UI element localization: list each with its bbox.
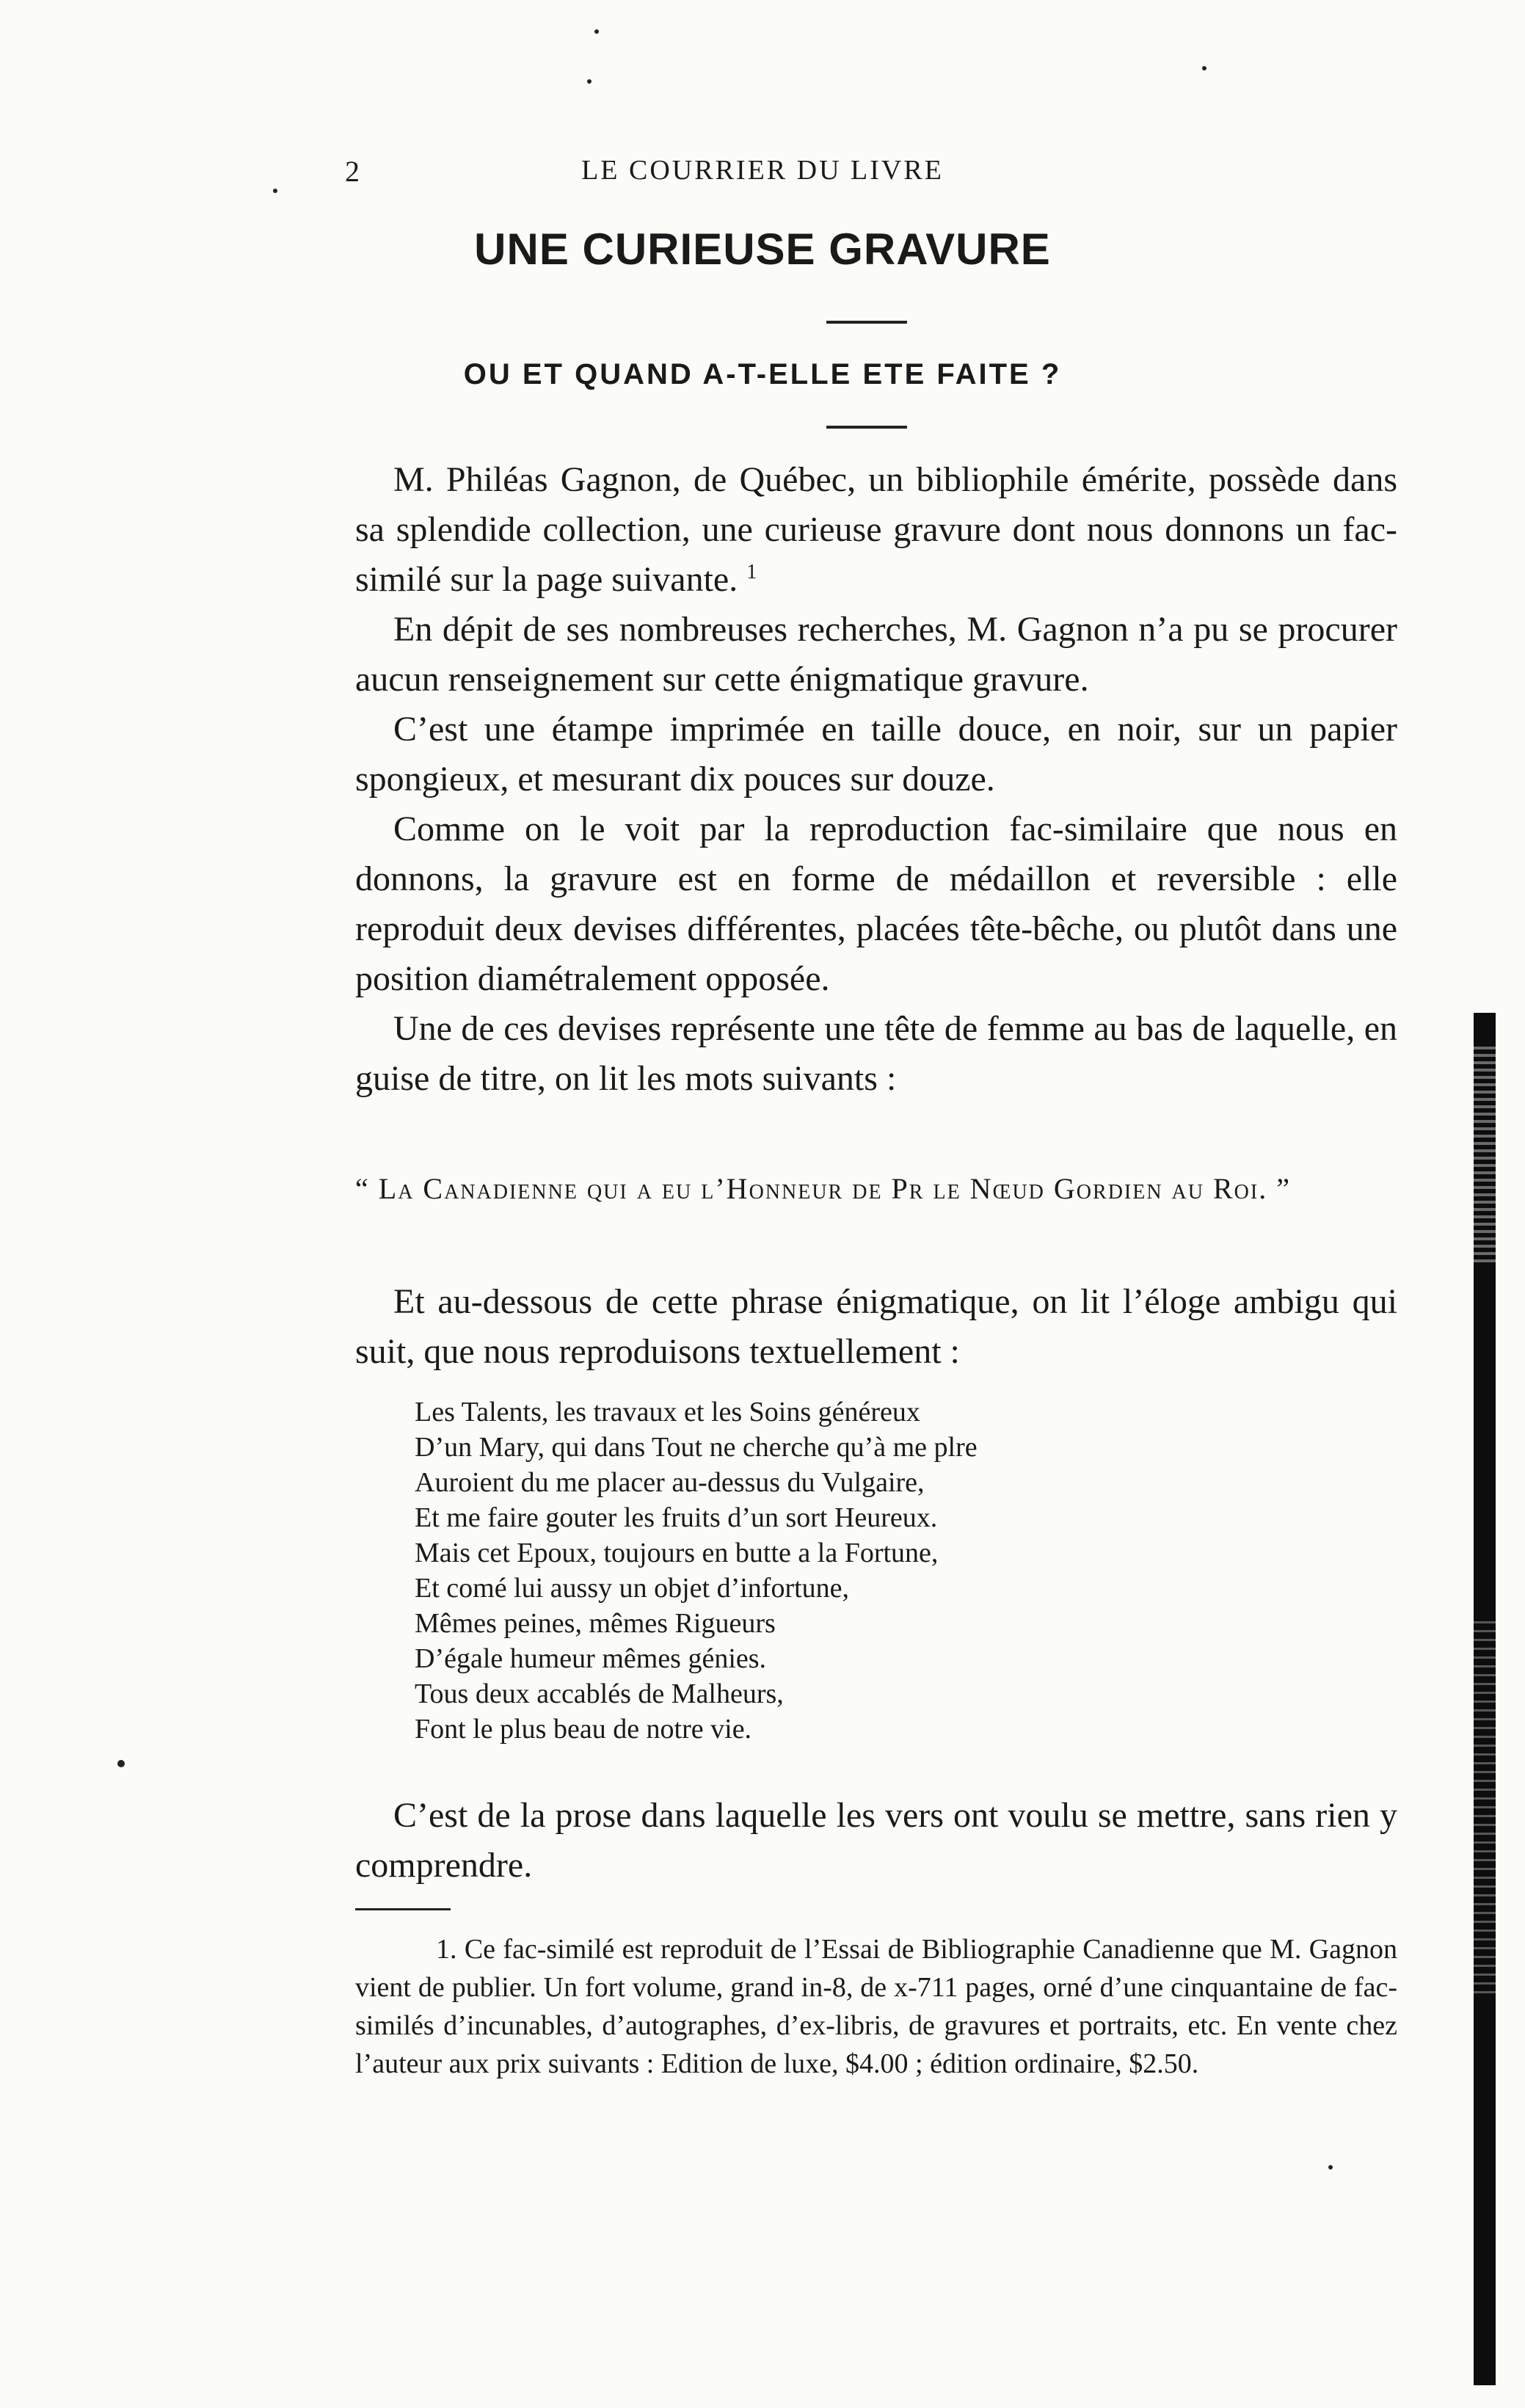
paragraph-5: Une de ces devises représente une tête de femme au bas de laquelle, en guise de titre, on lit les mots suivants : bbox=[355, 1009, 1397, 1098]
title-divider bbox=[826, 321, 907, 324]
engraving-title-quote: “ La Canadienne qui a eu l’Honneur de Pr le Nœud Gordien au Roi. ” bbox=[355, 1172, 1291, 1205]
article-body-continued bbox=[355, 1277, 1397, 1377]
footnote-text: 1. Ce fac-similé est reproduit de l’Essai de Bibliographie Canadienne que M. Gagnon vient de publier. Un fort volume, grand in-8, de x-711 pages, orné d’une cinquantaine de fac-similés d’incunables, d’autographes, d’ex-libris, de gravures et portraits, etc. En vente chez l’auteur aux prix suivants : Edition de luxe, $4.00 ; édition ordinaire, $2.50. bbox=[355, 1934, 1397, 2079]
article-body bbox=[355, 455, 1397, 1104]
verse-line: Mêmes peines, mêmes Rigueurs bbox=[415, 1608, 776, 1639]
ink-speck bbox=[117, 1760, 125, 1767]
article-title: UNE CURIEUSE GRAVURE bbox=[474, 225, 1051, 274]
paragraph-1: M. Philéas Gagnon, de Québec, un bibliophile émérite, possède dans sa splendide collection, une curieuse gravure dont nous donnons un fac-similé sur la page suivante. $^1$ bbox=[355, 460, 1397, 599]
binding-edge-texture bbox=[1474, 1615, 1496, 1996]
verse-line: D’égale humeur mêmes génies. bbox=[415, 1643, 767, 1674]
verse-line: Mais cet Epoux, toujours en butte a la Fortune, bbox=[415, 1538, 939, 1568]
verse-line: Et me faire gouter les fruits d’un sort Heureux. bbox=[415, 1502, 938, 1533]
paragraph-2: En dépit de ses nombreuses recherches, M. Gagnon n’a pu se procurer aucun renseignement sur cette énigmatique gravure. bbox=[355, 610, 1397, 699]
paragraph-3: C’est une étampe imprimée en taille douce, en noir, sur un papier spongieux, et mesurant dix pouces sur douze. bbox=[355, 710, 1397, 799]
running-head bbox=[0, 154, 1525, 198]
ink-speck bbox=[1202, 66, 1206, 70]
article-subtitle: OU ET QUAND A-T-ELLE ETE FAITE ? bbox=[463, 358, 1062, 390]
footnote bbox=[355, 1930, 1397, 2083]
journal-title: LE COURRIER DU LIVRE bbox=[581, 155, 944, 186]
footnote-reference: 1 bbox=[746, 561, 757, 583]
ink-speck bbox=[273, 189, 277, 193]
verse-line: Et comé lui aussy un objet d’infortune, bbox=[415, 1573, 850, 1604]
verse-block bbox=[415, 1394, 1369, 1747]
ink-speck bbox=[587, 79, 592, 84]
verse-line: Les Talents, les travaux et les Soins généreux bbox=[415, 1397, 920, 1427]
verse-line: Tous deux accablés de Malheurs, bbox=[415, 1678, 784, 1709]
verse-line: D’un Mary, qui dans Tout ne cherche qu’à me plre bbox=[415, 1432, 978, 1463]
page-number: 2 bbox=[345, 155, 360, 188]
paragraph-4: Comme on le voit par la reproduction fac-similaire que nous en donnons, la gravure est en forme de médaillon et reversible : elle reproduit deux devises différentes, placées tête-bêche, ou plutôt dans une position diamétralement opposée. bbox=[355, 810, 1397, 998]
paragraph-6: Et au-dessous de cette phrase énigmatique, on lit l’éloge ambigu qui suit, que nous reproduisons textuellement : bbox=[355, 1282, 1397, 1371]
verse-line: Auroient du me placer au-dessus du Vulgaire, bbox=[415, 1467, 925, 1498]
ink-speck bbox=[594, 29, 599, 34]
subtitle-divider bbox=[826, 426, 907, 429]
binding-edge-texture bbox=[1474, 1042, 1496, 1262]
ink-speck bbox=[1328, 2165, 1333, 2169]
footnote-separator bbox=[355, 1908, 451, 1910]
closing-block bbox=[355, 1791, 1397, 1891]
verse-line: Font le plus beau de notre vie. bbox=[415, 1714, 752, 1745]
closing-paragraph: C’est de la prose dans laquelle les vers ont voulu se mettre, sans rien y comprendre. bbox=[355, 1796, 1397, 1885]
